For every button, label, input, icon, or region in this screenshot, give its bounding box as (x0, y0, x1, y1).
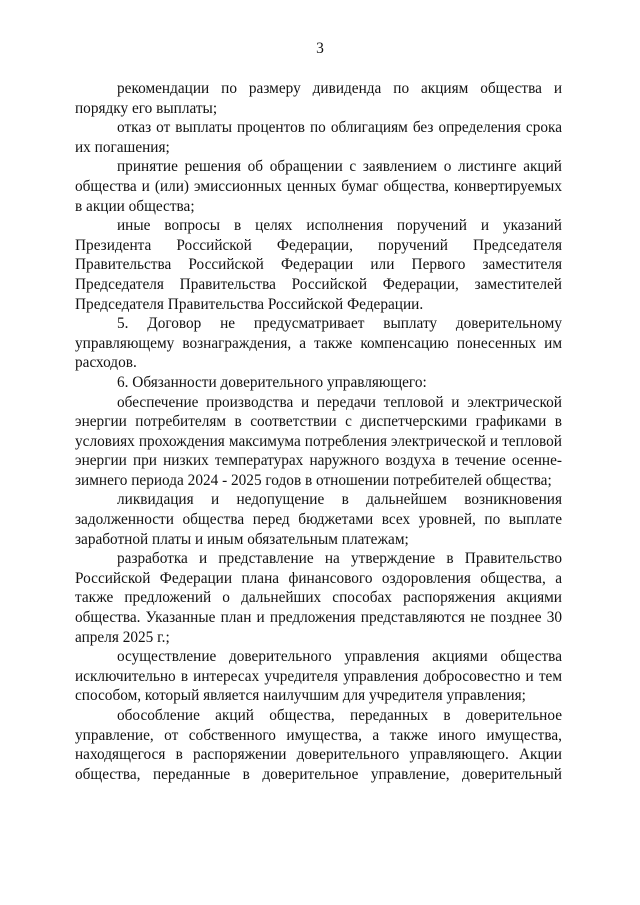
paragraph-no-remuneration: 5. Договор не предусматривает выплату доверительному управляющему вознаграждения, а также компенсацию понесенных им расходов. (75, 315, 562, 372)
paragraph-energy-supply: обеспечение производства и передачи тепловой и электрической энергии потребителям в соответствии с диспетчерскими графиками в условиях прохождения максимума потребления электрической и тепловой энергии при низких температурах наружного воздуха в течение осенне-зимнего периода 2024 - 2025 годов в отношении потребителей общества; (75, 393, 562, 489)
paragraph-debt-liquidation: ликвидация и недопущение в дальнейшем возникновения задолженности общества перед бюджетами всех уровней, по выплате заработной платы и иным обязательным платежам; (75, 491, 562, 548)
paragraph-bond-interest-refusal: отказ от выплаты процентов по облигациям без определения срока их погашения; (75, 119, 562, 156)
paragraph-separation-of-shares: обособление акций общества, переданных в доверительное управление, от собственного имущества, а также иного имущества, находящегося в распоряжении доверительного управляющего. Акции общества, переданные в доверительное управление, доверительный (75, 707, 562, 783)
paragraph-duties-heading: 6. Обязанности доверительного управляющего: (117, 373, 427, 391)
paragraph-listing-decision: принятие решения об обращении с заявлением о листинге акций общества и (или) эмиссионных ценных бумаг общества, конвертируемых в акции общества; (75, 158, 562, 215)
paragraph-trust-management: осуществление доверительного управления акциями общества исключительно в интересах учредителя управления добросовестно и тем способом, который является наилучшим для учредителя управления; (75, 648, 562, 705)
document-body (75, 79, 562, 784)
paragraph-dividend-recommendations: рекомендации по размеру дивиденда по акциям общества и порядку его выплаты; (75, 80, 562, 117)
paragraph-recovery-plan: разработка и представление на утверждение в Правительство Российской Федерации плана финансового оздоровления общества, а также предложений о дальнейших способах распоряжения акциями общества. Указанные план и предложения представляются не позднее 30 апреля 2025 г.; (75, 550, 562, 646)
paragraph-other-issues: иные вопросы в целях исполнения поручений и указаний Президента Российской Федерации, поручений Председателя Правительства Российской Федерации или Первого заместителя Председателя Правительства Российской Федерации, заместителей Председателя Правительства Российской Федерации. (75, 217, 562, 313)
page-number: 3 (316, 40, 324, 57)
